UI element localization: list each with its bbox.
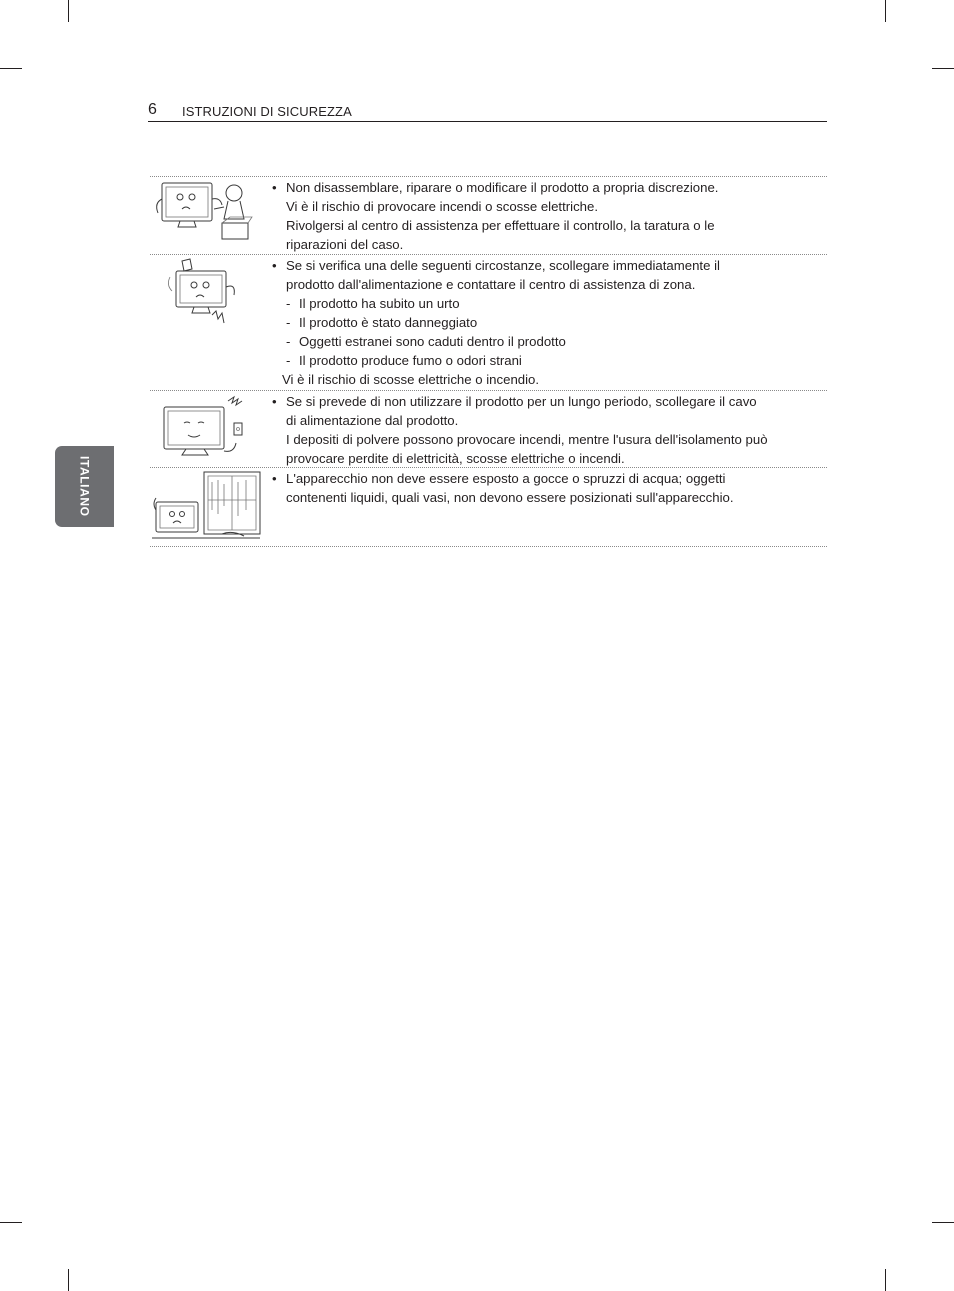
- dash-mark: -: [286, 353, 291, 368]
- list-item-text: Il prodotto produce fumo o odori strani: [299, 353, 522, 368]
- list-item-text: Il prodotto ha subito un urto: [299, 296, 460, 311]
- dash-mark: -: [286, 334, 291, 349]
- item-text: [272, 392, 827, 468]
- crop-mark: [0, 68, 22, 69]
- safety-item: [150, 254, 827, 390]
- crop-mark: [68, 1269, 69, 1291]
- text-line: Rivolgersi al centro di assistenza per effettuare il controllo, la taratura o le: [286, 218, 715, 233]
- bullet-mark: •: [272, 258, 277, 273]
- list-item: [272, 332, 827, 351]
- crop-mark: [885, 0, 886, 22]
- language-tab-label: ITALIANO: [77, 456, 92, 517]
- list-item: [272, 294, 827, 313]
- list-item-text: Oggetti estranei sono caduti dentro il prodotto: [299, 334, 566, 349]
- header-rule: [148, 121, 827, 122]
- crop-mark: [932, 1222, 954, 1223]
- text-line: prodotto dall'alimentazione e contattare il centro di assistenza di zona.: [286, 277, 696, 292]
- safety-item: [150, 390, 827, 467]
- language-tab: [55, 446, 114, 527]
- text-line: contenenti liquidi, quali vasi, non devono essere posizionati sull'apparecchio.: [286, 490, 734, 505]
- text-line: Non disassemblare, riparare o modificare il prodotto a propria discrezione.: [286, 180, 719, 195]
- tv-smoke-icon: [152, 257, 262, 332]
- crop-mark: [885, 1269, 886, 1291]
- text-line: L'apparecchio non deve essere esposto a gocce o spruzzi di acqua; oggetti: [286, 471, 726, 486]
- tv-unplug-icon: [152, 393, 262, 468]
- list-item: [272, 351, 827, 370]
- text-line: riparazioni del caso.: [286, 237, 404, 252]
- crop-mark: [932, 68, 954, 69]
- text-line: Vi è il rischio di scosse elettriche o incendio.: [282, 372, 540, 387]
- tv-repair-icon: [152, 179, 262, 254]
- section-title: ISTRUZIONI DI SICUREZZA: [182, 104, 352, 119]
- list-item: [272, 313, 827, 332]
- dash-mark: -: [286, 296, 291, 311]
- text-line: di alimentazione dal prodotto.: [286, 413, 459, 428]
- tv-water-icon: [152, 470, 262, 551]
- safety-item: [150, 176, 827, 254]
- safety-table: [150, 176, 827, 547]
- item-text: [272, 469, 827, 507]
- item-text: [272, 178, 827, 254]
- dash-mark: -: [286, 315, 291, 330]
- text-line: Se si verifica una delle seguenti circostanze, scollegare immediatamente il: [286, 258, 720, 273]
- list-item-text: Il prodotto è stato danneggiato: [299, 315, 478, 330]
- text-line: Vi è il rischio di provocare incendi o scosse elettriche.: [286, 199, 599, 214]
- text-line: I depositi di polvere possono provocare incendi, mentre l'usura dell'isolamento può: [286, 432, 768, 447]
- crop-mark: [0, 1222, 22, 1223]
- bullet-mark: •: [272, 471, 277, 486]
- bullet-mark: •: [272, 180, 277, 195]
- text-line: Se si prevede di non utilizzare il prodotto per un lungo periodo, scollegare il cavo: [286, 394, 757, 409]
- page-number: 6: [148, 101, 157, 118]
- bullet-mark: •: [272, 394, 277, 409]
- crop-mark: [68, 0, 69, 22]
- safety-item: [150, 467, 827, 547]
- text-line: provocare perdite di elettricità, scosse elettriche o incendi.: [286, 451, 625, 466]
- item-text: [272, 256, 827, 389]
